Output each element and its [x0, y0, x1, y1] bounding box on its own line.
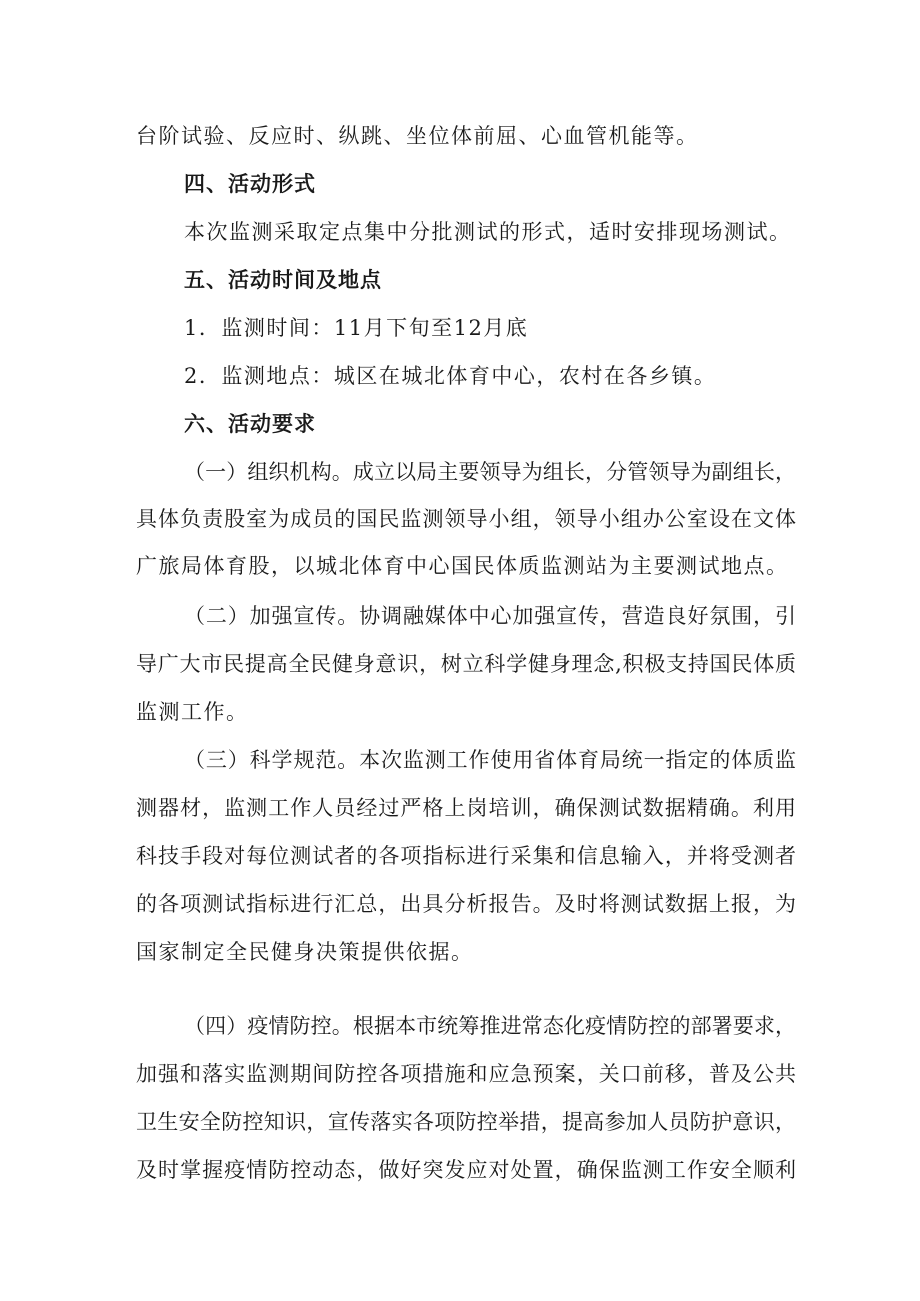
- paragraph-line: 监测工作。: [136, 700, 249, 724]
- continuation-line: 台阶试验、反应时、纵跳、坐位体前屈、心血管机能等。: [136, 124, 699, 148]
- paragraph-line: 国家制定全民健身决策提供依据。: [136, 940, 474, 964]
- section-4-heading: 四、活动形式: [184, 172, 316, 196]
- paragraph-line: （一）组织机构。成立以局主要领导为组长，分管领导为副组长，: [184, 460, 796, 484]
- paragraph-line: 加强和落实监测期间防控各项措施和应急预案，关口前移，普及公共: [136, 1062, 796, 1086]
- section-5-heading: 五、活动时间及地点: [184, 268, 382, 292]
- paragraph-line: 导广大市民提高全民健身意识，树立科学健身理念,积极支持国民体质: [136, 652, 796, 676]
- section-4-body: 本次监测采取定点集中分批测试的形式，适时安排现场测试。: [184, 220, 792, 244]
- paragraph-line: （三）科学规范。本次监测工作使用省体育局统一指定的体质监: [184, 748, 796, 772]
- paragraph-line: （二）加强宣传。协调融媒体中心加强宣传，营造良好氛围，引: [184, 604, 796, 628]
- paragraph-line: 科技手段对每位测试者的各项指标进行采集和信息输入，并将受测者: [136, 844, 796, 868]
- monitoring-time-item: 1．监测时间：11月下旬至12月底: [184, 316, 529, 340]
- paragraph-line: 卫生安全防控知识，宣传落实各项防控举措，提高参加人员防护意识，: [136, 1110, 796, 1134]
- paragraph-line: 广旅局体育股，以城北体育中心国民体质监测站为主要测试地点。: [136, 554, 789, 578]
- paragraph-line: 测器材，监测工作人员经过严格上岗培训，确保测试数据精确。利用: [136, 796, 796, 820]
- monitoring-location-item: 2．监测地点：城区在城北体育中心，农村在各乡镇。: [184, 364, 717, 388]
- paragraph-line: 具体负责股室为成员的国民监测领导小组，领导小组办公室设在文体: [136, 507, 796, 531]
- section-6-heading: 六、活动要求: [184, 412, 316, 436]
- paragraph-line: 的各项测试指标进行汇总，出具分析报告。及时将测试数据上报，为: [136, 892, 796, 916]
- paragraph-line: （四）疫情防控。根据本市统筹推进常态化疫情防控的部署要求，: [184, 1014, 796, 1038]
- paragraph-line: 及时掌握疫情防控动态，做好突发应对处置，确保监测工作安全顺利: [136, 1158, 796, 1182]
